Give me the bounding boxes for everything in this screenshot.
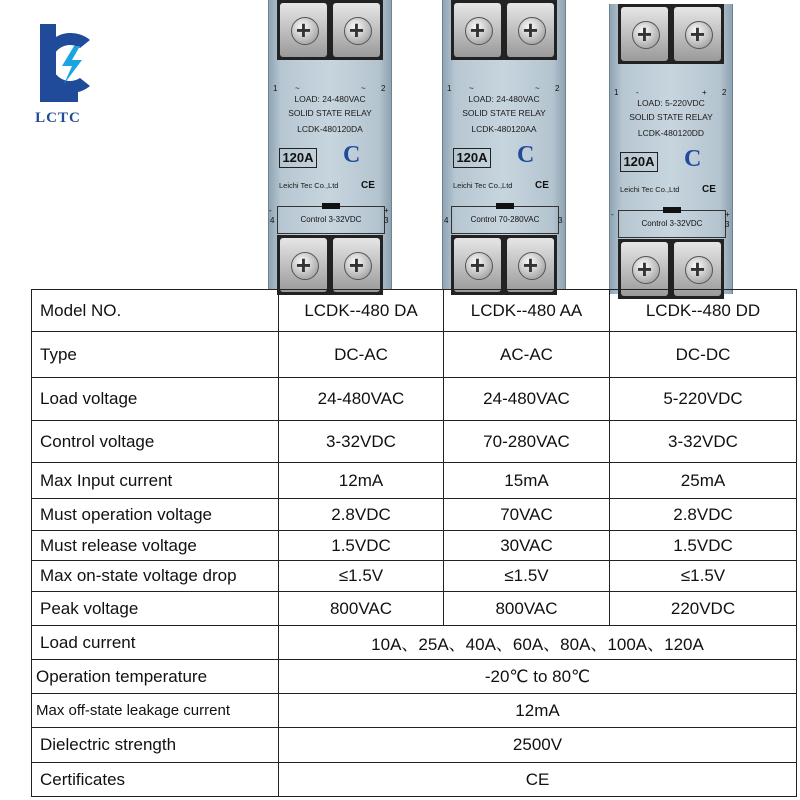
table-row — [32, 626, 797, 660]
screw-terminal-icon — [674, 242, 721, 296]
screw-terminal-icon — [280, 238, 327, 292]
relay-ce-mark: CE — [535, 180, 549, 191]
cell-value: ≤1.5V — [610, 561, 797, 592]
screw-terminal-icon — [621, 7, 668, 61]
relay-company: Leichi Tec Co.,Ltd — [620, 185, 680, 194]
row-label: Must operation voltage — [32, 499, 279, 531]
row-label: Peak voltage — [32, 592, 279, 626]
pin-label: 4 — [270, 216, 275, 225]
brand-logo — [18, 18, 98, 128]
pin-label: 1 — [614, 88, 619, 97]
terminal-row-bottom — [277, 235, 383, 295]
relay-ce-mark: CE — [702, 184, 716, 195]
pin-label: 3 — [384, 216, 389, 225]
relay-model-label: LCDK-480120DA — [297, 124, 363, 134]
relay-company: Leichi Tec Co.,Ltd — [453, 181, 513, 190]
row-label: Load current — [32, 626, 279, 660]
table-row — [32, 290, 797, 332]
relay-control-label: Control 3-32VDC — [618, 210, 726, 238]
pin-label: + — [725, 210, 730, 219]
pin-label: 2 — [722, 88, 727, 97]
pin-label: 4 — [444, 216, 449, 225]
table-row — [32, 463, 797, 499]
cell-value: DC-AC — [279, 332, 444, 378]
terminal-row-top — [618, 4, 724, 64]
table-row — [32, 763, 797, 797]
screw-terminal-icon — [507, 238, 554, 292]
table-row — [32, 592, 797, 626]
cell-value: 25mA — [610, 463, 797, 499]
screw-terminal-icon — [621, 242, 668, 296]
cell-value: 800VAC — [279, 592, 444, 626]
cell-value: ≤1.5V — [279, 561, 444, 592]
relay-amp-badge: 120A — [620, 152, 658, 172]
terminal-row-bottom — [451, 235, 557, 295]
table-row — [32, 660, 797, 694]
row-label: Type — [32, 332, 279, 378]
cell-value-span: 10A、25A、40A、60A、80A、100A、120A — [279, 626, 797, 660]
cell-value: LCDK--480 DD — [610, 290, 797, 332]
relay-type-label: SOLID STATE RELAY — [462, 108, 546, 118]
row-label: Operation temperature — [32, 660, 279, 694]
row-label: Control voltage — [32, 421, 279, 463]
row-label: Max on-state voltage drop — [32, 561, 279, 592]
cell-value: 70VAC — [444, 499, 610, 531]
screw-terminal-icon — [333, 238, 380, 292]
relay-da — [268, 0, 392, 290]
cell-value: 70-280VAC — [444, 421, 610, 463]
row-label: Max off-state leakage current — [32, 694, 279, 728]
table-row — [32, 499, 797, 531]
screw-terminal-icon — [454, 3, 501, 57]
row-label: Must release voltage — [32, 531, 279, 561]
cell-value-span: 12mA — [279, 694, 797, 728]
spec-table — [31, 289, 797, 797]
pin-label: 3 — [725, 220, 730, 229]
relay-ce-mark: CE — [361, 180, 375, 191]
relay-model-label: LCDK-480120AA — [471, 124, 537, 134]
pin-label: + — [384, 206, 389, 215]
cell-value-span: CE — [279, 763, 797, 797]
cell-value-span: -20℃ to 80℃ — [279, 660, 797, 694]
cell-value: 1.5VDC — [279, 531, 444, 561]
pin-label: ~ — [469, 84, 474, 93]
table-row — [32, 531, 797, 561]
cell-value: 220VDC — [610, 592, 797, 626]
cell-value: 2.8VDC — [279, 499, 444, 531]
relay-aa — [442, 0, 566, 290]
table-row — [32, 378, 797, 421]
screw-terminal-icon — [333, 3, 380, 57]
pin-label: 2 — [555, 84, 560, 93]
table-row — [32, 332, 797, 378]
row-label: Load voltage — [32, 378, 279, 421]
relay-control-label: Control 3-32VDC — [277, 206, 385, 234]
relay-type-label: SOLID STATE RELAY — [629, 112, 713, 122]
relay-load-label: LOAD: 5-220VDC — [637, 98, 705, 108]
row-label: Dielectric strength — [32, 728, 279, 763]
cell-value: 3-32VDC — [279, 421, 444, 463]
table-row — [32, 728, 797, 763]
relay-brand-icon: C — [684, 146, 702, 172]
cell-value: DC-DC — [610, 332, 797, 378]
relay-company: Leichi Tec Co.,Ltd — [279, 181, 339, 190]
pin-label: - — [611, 210, 614, 219]
cell-value: AC-AC — [444, 332, 610, 378]
cell-value: 1.5VDC — [610, 531, 797, 561]
cell-value: 15mA — [444, 463, 610, 499]
pin-label: 2 — [381, 84, 386, 93]
relay-type-label: SOLID STATE RELAY — [288, 108, 372, 118]
relay-amp-badge: 120A — [279, 148, 317, 168]
cell-value: 3-32VDC — [610, 421, 797, 463]
pin-label: - — [269, 206, 272, 215]
cell-value: LCDK--480 DA — [279, 290, 444, 332]
cell-value: 12mA — [279, 463, 444, 499]
relay-model-label: LCDK-480120DD — [637, 128, 705, 138]
pin-label: ~ — [295, 84, 300, 93]
relay-brand-icon: C — [517, 142, 535, 168]
table-row — [32, 694, 797, 728]
cell-value: ≤1.5V — [444, 561, 610, 592]
row-label: Max Input current — [32, 463, 279, 499]
cell-value: 800VAC — [444, 592, 610, 626]
cell-value: 24-480VAC — [279, 378, 444, 421]
screw-terminal-icon — [674, 7, 721, 61]
cell-value: 24-480VAC — [444, 378, 610, 421]
pin-label: + — [702, 88, 707, 97]
pin-label: 1 — [447, 84, 452, 93]
terminal-row-top — [451, 0, 557, 60]
cell-value: LCDK--480 AA — [444, 290, 610, 332]
pin-label: 1 — [273, 84, 278, 93]
relay-load-label: LOAD: 24-480VAC — [468, 94, 540, 104]
cell-value: 30VAC — [444, 531, 610, 561]
relay-dd — [609, 4, 733, 294]
screw-terminal-icon — [454, 238, 501, 292]
row-label: Certificates — [32, 763, 279, 797]
relay-control-label: Control 70-280VAC — [451, 206, 559, 234]
lctc-logo-icon — [18, 18, 98, 108]
relay-amp-badge: 120A — [453, 148, 491, 168]
cell-value-span: 2500V — [279, 728, 797, 763]
relay-load-label: LOAD: 24-480VAC — [294, 94, 366, 104]
table-row — [32, 561, 797, 592]
logo-text: LCTC — [35, 110, 81, 126]
table-row — [32, 421, 797, 463]
screw-terminal-icon — [280, 3, 327, 57]
cell-value: 5-220VDC — [610, 378, 797, 421]
cell-value: 2.8VDC — [610, 499, 797, 531]
pin-label: 3 — [558, 216, 563, 225]
relay-brand-icon: C — [343, 142, 361, 168]
pin-label: ~ — [535, 84, 540, 93]
terminal-row-top — [277, 0, 383, 60]
pin-label: - — [636, 88, 639, 97]
screw-terminal-icon — [507, 3, 554, 57]
pin-label: ~ — [361, 84, 366, 93]
row-label: Model NO. — [32, 290, 279, 332]
